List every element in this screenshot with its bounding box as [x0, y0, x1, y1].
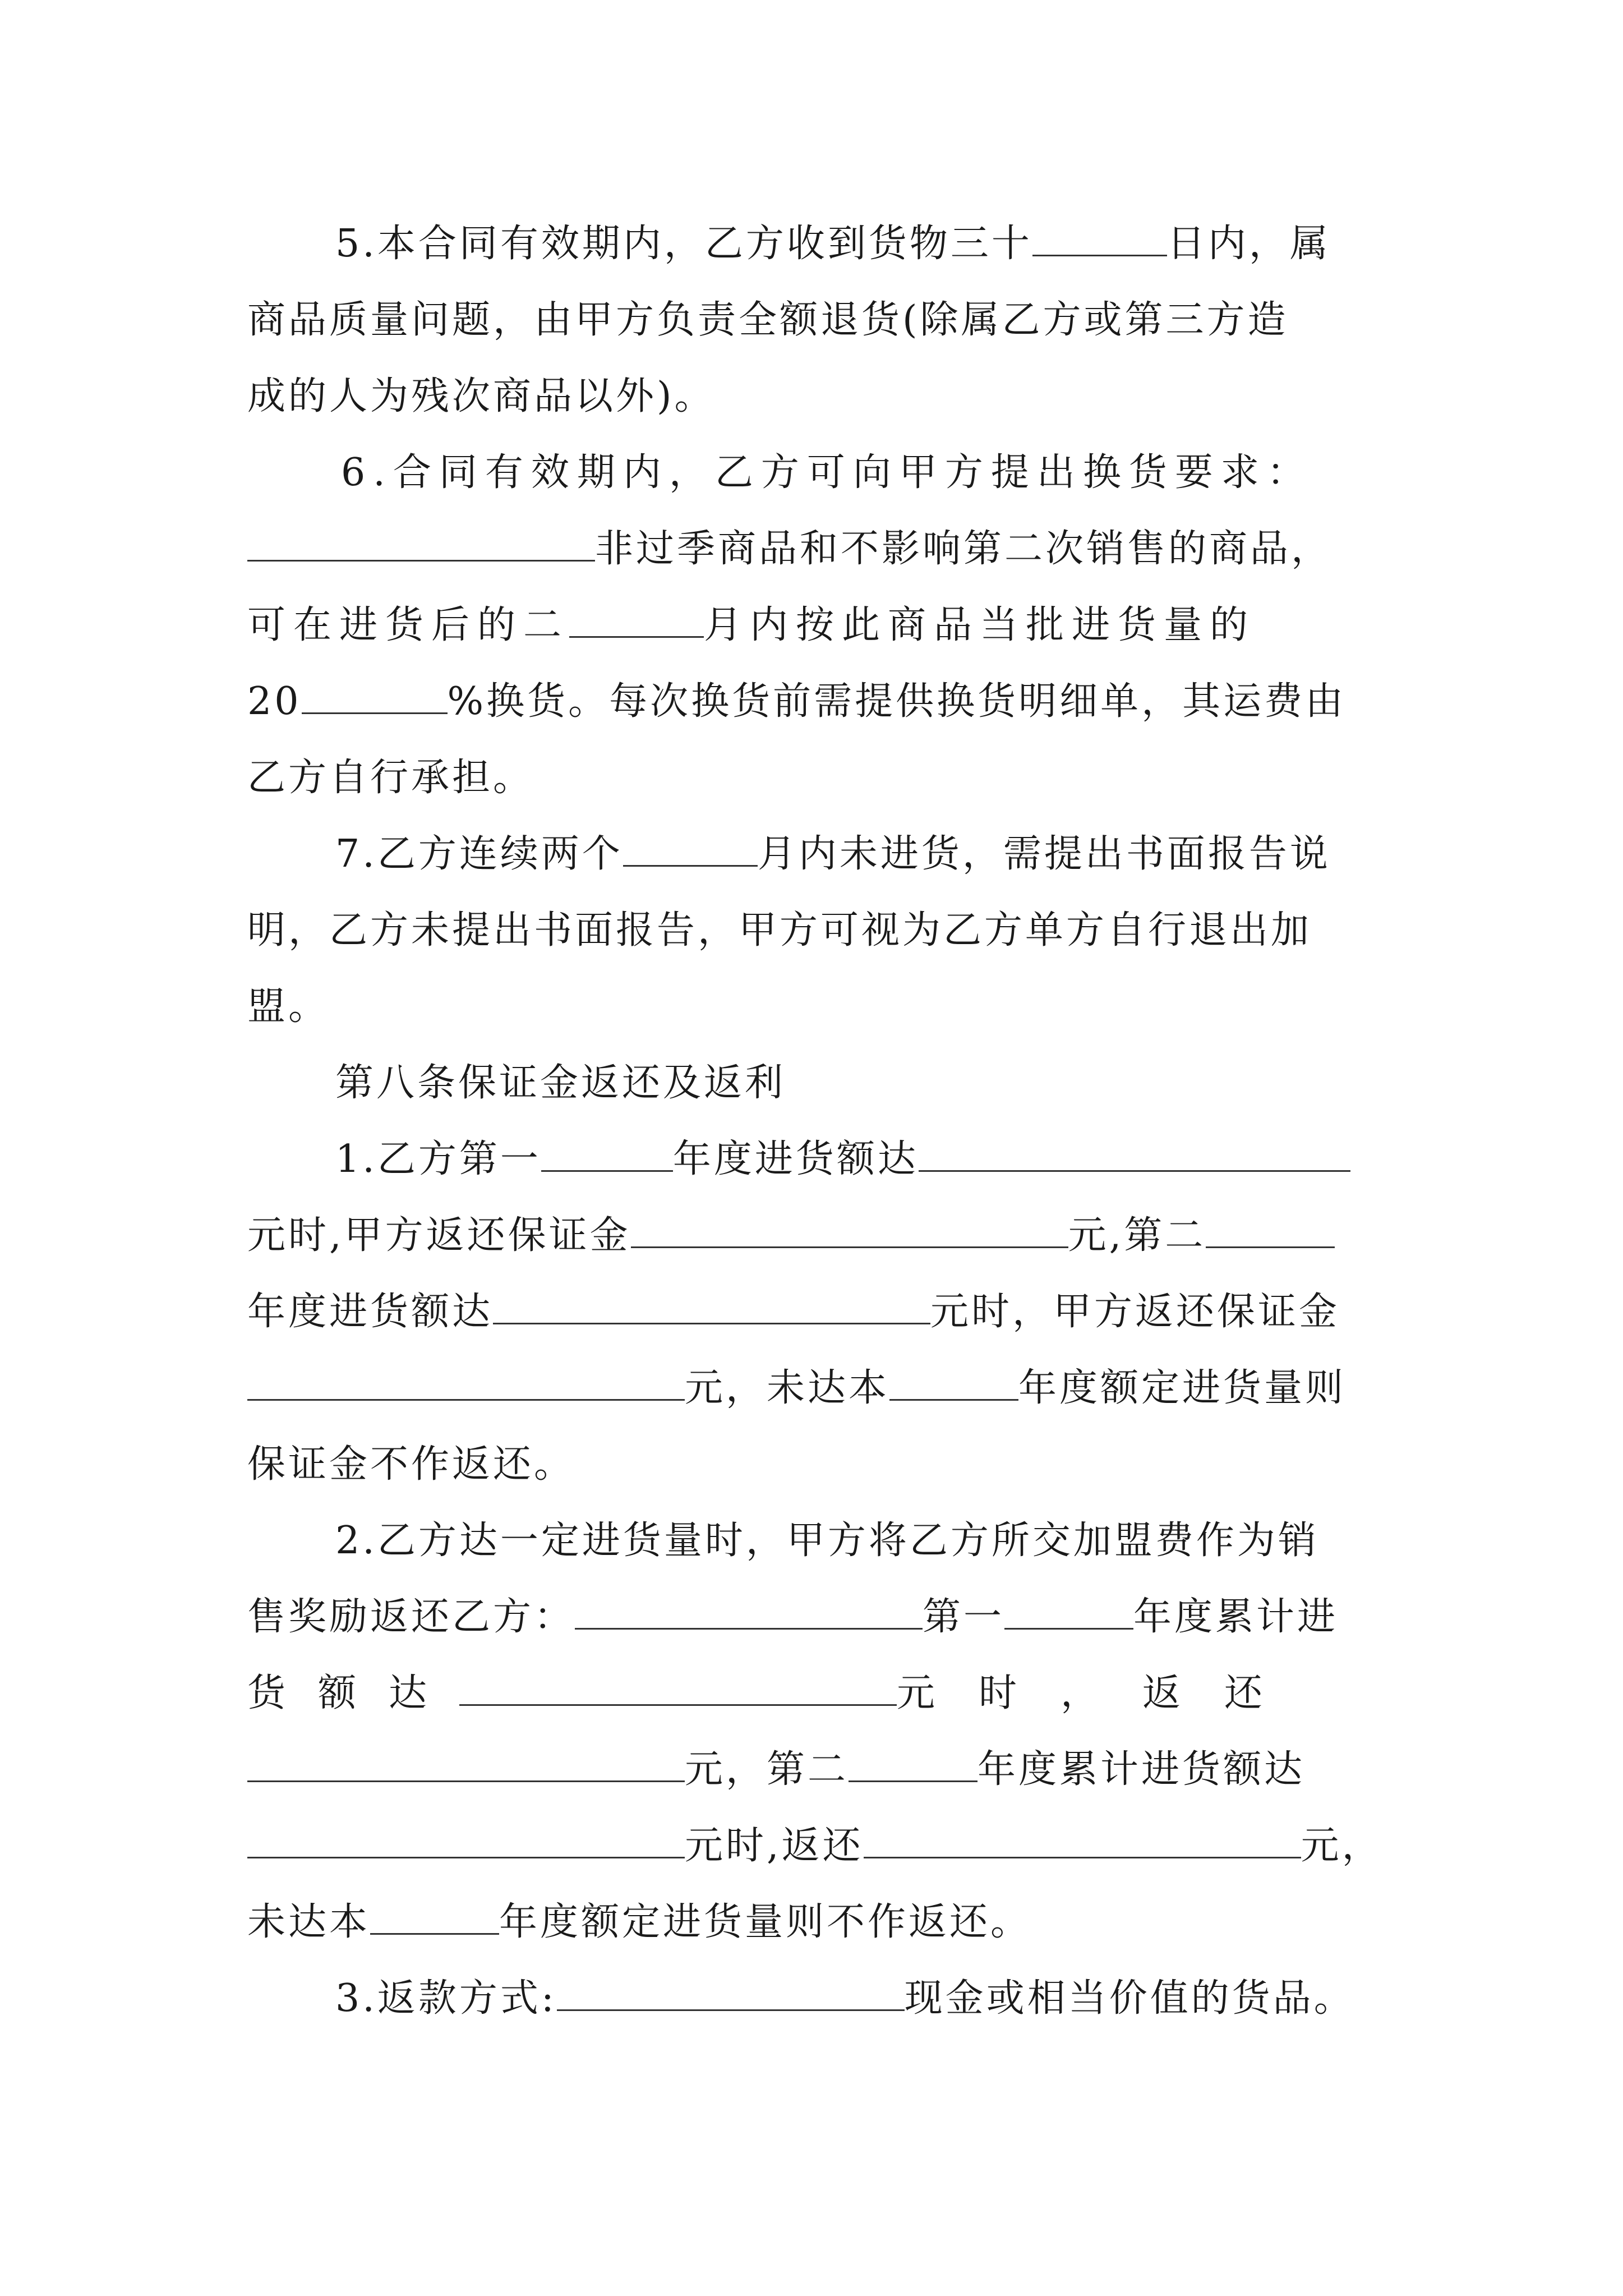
fill-in-blank[interactable]	[541, 1131, 673, 1172]
text-run: 元时，甲方返还保证金	[930, 1290, 1340, 1334]
clause-6-line-3	[247, 595, 1386, 656]
fill-in-blank[interactable]	[247, 1818, 685, 1858]
fill-in-blank[interactable]	[459, 1665, 897, 1706]
text-run: 3.返款方式:	[335, 1976, 557, 2021]
clause-7-line-3: 盟。	[247, 984, 330, 1029]
text-run: 年度额定进货量则	[1018, 1366, 1347, 1410]
text-run: 元,第二	[1068, 1213, 1206, 1258]
fill-in-blank[interactable]	[1032, 215, 1167, 256]
article-8-item-2-line-6	[247, 1892, 1386, 1953]
text-run: 货额达	[247, 1671, 460, 1715]
text-run: 日内，属	[1166, 222, 1331, 266]
clause-5-line-3: 成的人为残次商品以外)。	[247, 374, 716, 418]
article-8-item-2-line-3	[247, 1663, 1386, 1724]
article-8-item-1-line-1	[335, 1129, 1386, 1190]
clause-7-line-2: 明，乙方未提出书面报告，甲方可视为乙方单方自行退出加	[247, 908, 1312, 953]
text-run: 元，	[1301, 1824, 1383, 1868]
text-run: 未达本	[247, 1900, 371, 1944]
clause-6-line-2	[247, 518, 1386, 580]
article-8-item-2-line-2	[247, 1586, 1386, 1648]
fill-in-blank[interactable]	[1206, 1207, 1335, 1248]
text-run: 5.本合同有效期内，乙方收到货物三十	[335, 222, 1032, 266]
clause-6-line-1: 6.合同有效期内，乙方可向甲方提出换货要求：	[341, 450, 1313, 495]
text-run: 元，第二	[685, 1747, 849, 1792]
text-run: 非过季商品和不影响第二次销售的商品，	[595, 527, 1332, 571]
fill-in-blank[interactable]	[569, 597, 704, 638]
text-run: 20	[247, 679, 302, 724]
fill-in-blank[interactable]	[247, 1741, 685, 1782]
fill-in-blank[interactable]	[493, 1283, 930, 1324]
text-run: 年度进货额达	[247, 1290, 494, 1334]
fill-in-blank[interactable]	[889, 1360, 1018, 1401]
text-run: 7.乙方连续两个	[335, 832, 623, 876]
text-run: 月内按此商品当批进货量的	[704, 603, 1256, 647]
clause-7-line-1	[335, 823, 1386, 885]
article-8-item-1-line-2	[247, 1205, 1386, 1267]
fill-in-blank[interactable]	[623, 826, 758, 867]
fill-in-blank[interactable]	[370, 1894, 499, 1935]
fill-in-blank[interactable]	[247, 1360, 685, 1401]
clause-5-line-2: 商品质量问题，由甲方负责全额退货(除属乙方或第三方造	[247, 298, 1289, 342]
text-run: 年度额定进货量则不作返还。	[499, 1900, 1032, 1944]
text-run: 1.乙方第一	[335, 1137, 541, 1181]
article-8-item-2-line-4	[247, 1739, 1386, 1801]
text-run: 年度累计进	[1133, 1595, 1339, 1639]
text-run: 元时，返还	[897, 1671, 1307, 1715]
article-8-item-2-line-1: 2.乙方达一定进货量时，甲方将乙方所交加盟费作为销	[335, 1519, 1319, 1563]
fill-in-blank[interactable]	[557, 1970, 905, 2011]
fill-in-blank[interactable]	[919, 1131, 1350, 1172]
text-run: 月内未进货，需提出书面报告说	[757, 832, 1331, 876]
article-8-item-1-line-3	[247, 1281, 1386, 1343]
text-run: 年度进货额达	[672, 1137, 919, 1181]
article-8-title: 第八条保证金返还及返利	[335, 1061, 786, 1105]
clause-5-line-1	[335, 213, 1386, 275]
article-8-item-3-line-1	[335, 1968, 1386, 2030]
article-8-item-1-line-5: 保证金不作返还。	[247, 1442, 575, 1487]
text-run: 年度累计进货额达	[978, 1747, 1306, 1792]
fill-in-blank[interactable]	[575, 1589, 923, 1630]
fill-in-blank[interactable]	[849, 1741, 978, 1782]
text-run: 元时,甲方返还保证金	[247, 1213, 631, 1258]
clause-6-line-5: 乙方自行承担。	[247, 756, 534, 800]
text-run: %换货。每次换货前需提供换货明细单，其运费由	[447, 679, 1347, 724]
fill-in-blank[interactable]	[247, 521, 595, 562]
text-run: 现金或相当价值的货品。	[904, 1976, 1355, 2021]
fill-in-blank[interactable]	[302, 673, 448, 714]
fill-in-blank[interactable]	[1004, 1589, 1133, 1630]
text-run: 元，未达本	[685, 1366, 890, 1410]
text-run: 第一	[923, 1595, 1005, 1639]
text-run: 元时,返还	[685, 1824, 864, 1868]
clause-6-line-4	[247, 671, 1386, 733]
text-run: 售奖励返还乙方：	[247, 1595, 575, 1639]
article-8-item-1-line-4	[247, 1358, 1386, 1419]
text-run: 可在进货后的二	[247, 603, 570, 647]
fill-in-blank[interactable]	[864, 1818, 1301, 1858]
fill-in-blank[interactable]	[631, 1207, 1068, 1248]
article-8-item-2-line-5	[247, 1815, 1386, 1877]
